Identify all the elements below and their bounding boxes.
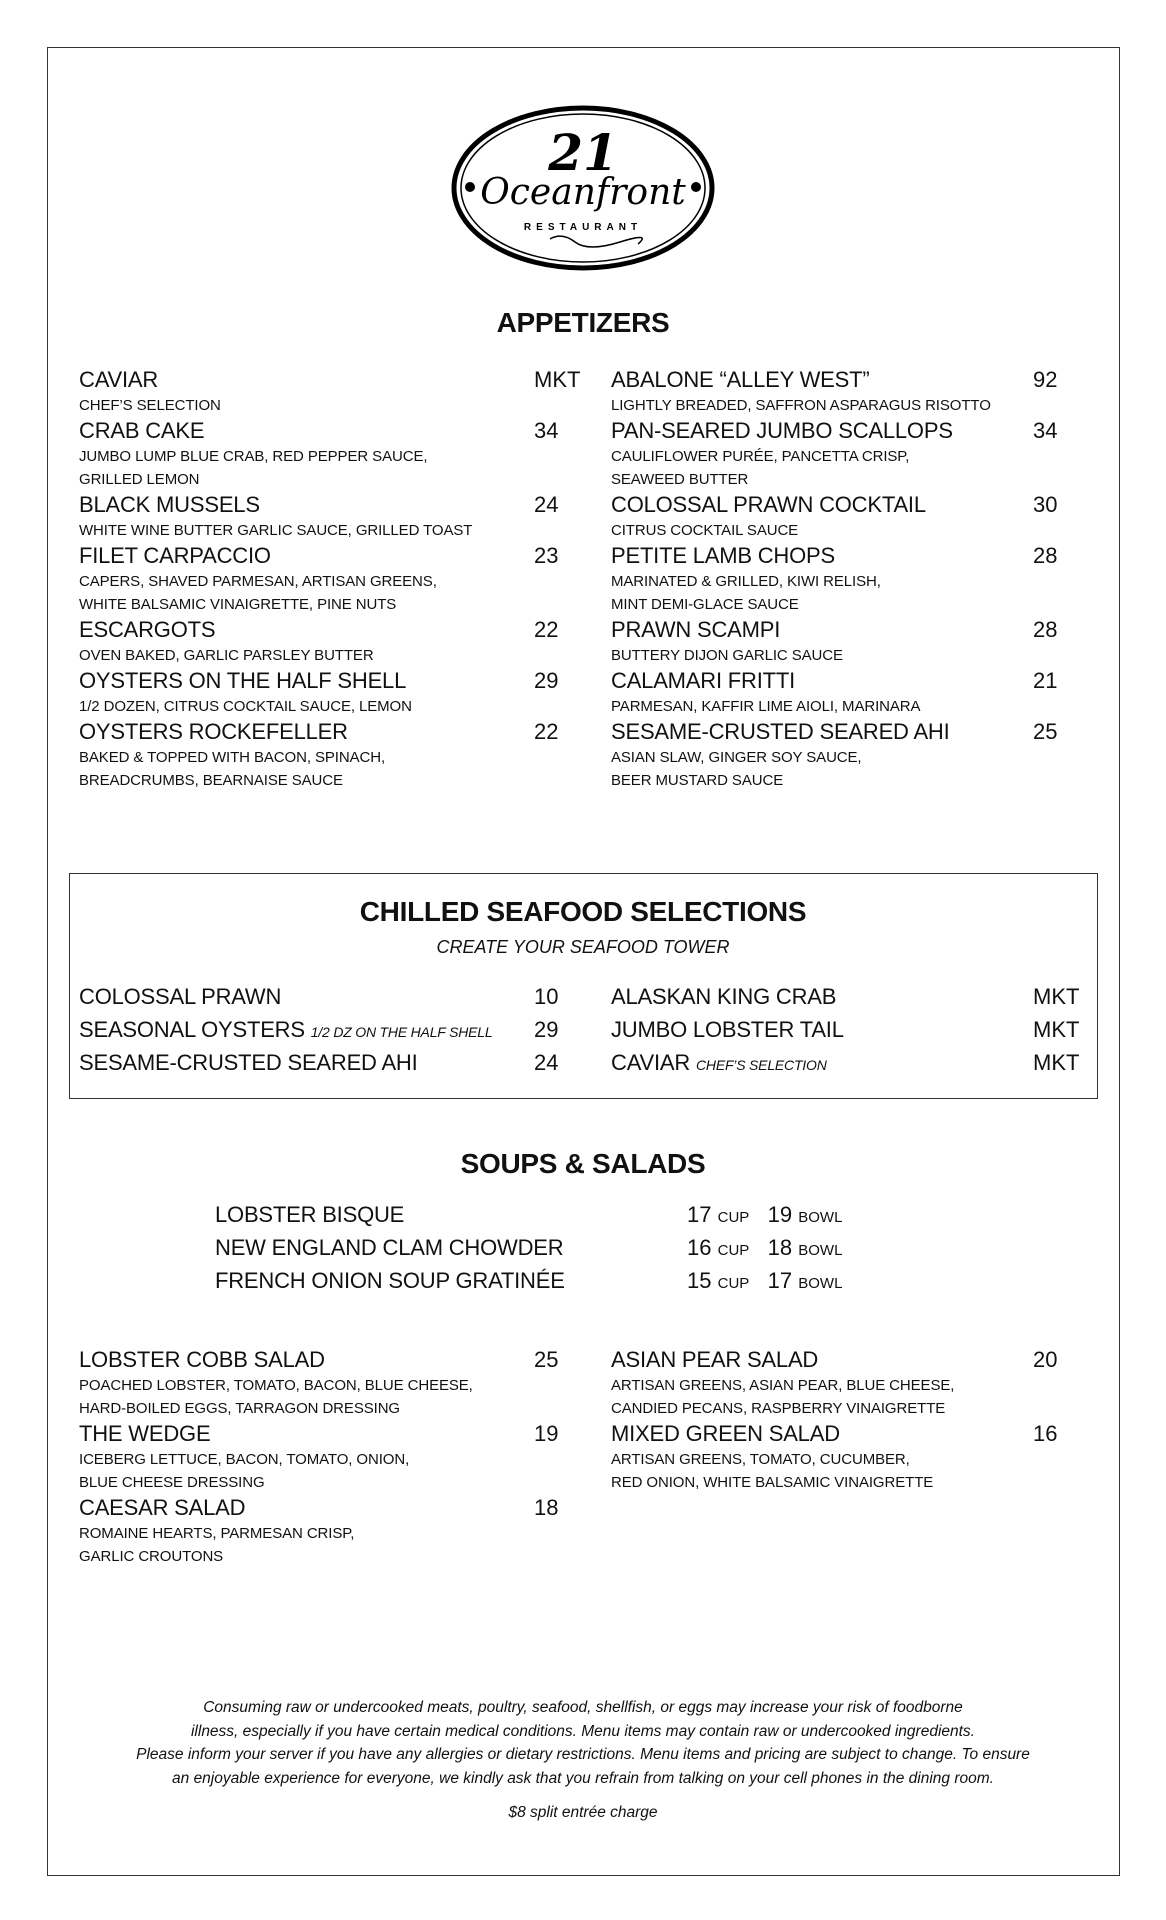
menu-item [611,718,1071,792]
soup-name: FRENCH ONION SOUP GRATINÉE [215,1268,565,1293]
chilled-item [611,1016,1080,1049]
item-name [79,1049,539,1077]
item-price: 19 [534,1421,559,1446]
item-name [79,1016,539,1046]
menu-item [79,542,559,616]
item-description: WHITE WINE BUTTER GARLIC SAUCE, GRILLED TOAST [79,522,473,539]
item-description: HARD-BOILED EGGS, TARRAGON DRESSING [79,1400,400,1417]
item-name: PRAWN SCAMPI [611,617,781,642]
cup-label: CUP [717,1275,750,1292]
appetizers-left-column [79,366,581,792]
item-price: 92 [1033,367,1058,392]
chilled-item [79,1016,559,1049]
disclaimer-line: Consuming raw or undercooked meats, poultry, seafood, shellfish, or eggs may increase your risk of foodborne [203,1699,963,1716]
bowl-label: BOWL [798,1242,843,1259]
item-price: 29 [534,668,559,693]
item-name-text: JUMBO LOBSTER TAIL [611,1017,844,1042]
item-name: CAESAR SALAD [79,1495,246,1520]
item-description: JUMBO LUMP BLUE CRAB, RED PEPPER SAUCE, [79,448,428,465]
soup-item [215,1267,875,1300]
item-price: 34 [534,418,559,443]
menu-item [611,491,1071,542]
item-description: CANDIED PECANS, RASPBERRY VINAIGRETTE [611,1400,946,1417]
item-description: ARTISAN GREENS, ASIAN PEAR, BLUE CHEESE, [611,1377,955,1394]
svg-text:Oceanfront: Oceanfront [480,172,686,213]
item-description: ASIAN SLAW, GINGER SOY SAUCE, [611,749,862,766]
item-description: POACHED LOBSTER, TOMATO, BACON, BLUE CHEESE, [79,1377,473,1394]
item-name: ABALONE “ALLEY WEST” [611,367,870,392]
item-name-text: SEASONAL OYSTERS [79,1017,305,1042]
item-description: MARINATED & GRILLED, KIWI RELISH, [611,573,881,590]
item-price: 24 [534,1050,559,1075]
menu-item [79,417,559,491]
soups-salads-heading: SOUPS & SALADS [460,1148,706,1179]
item-name [611,983,1071,1011]
chilled-item [79,1049,559,1082]
item-name: SESAME-CRUSTED SEARED AHI [611,719,950,744]
chilled-item [79,983,559,1016]
soup-prices [687,1201,842,1232]
item-description: RED ONION, WHITE BALSAMIC VINAIGRETTE [611,1474,934,1491]
item-description: SEAWEED BUTTER [611,471,749,488]
menu-item [611,1420,1071,1494]
item-description: CAPERS, SHAVED PARMESAN, ARTISAN GREENS, [79,573,437,590]
item-price: MKT [1033,1017,1080,1042]
item-name: PETITE LAMB CHOPS [611,543,835,568]
cup-price: 16 [687,1235,712,1260]
item-description: BAKED & TOPPED WITH BACON, SPINACH, [79,749,386,766]
item-name: BLACK MUSSELS [79,492,260,517]
svg-text:RESTAURANT: RESTAURANT [523,222,643,233]
item-price: 10 [534,984,559,1009]
item-price: 20 [1033,1347,1058,1372]
soup-prices [687,1267,842,1298]
item-price: 30 [1033,492,1058,517]
item-description: 1/2 DOZEN, CITRUS COCKTAIL SAUCE, LEMON [79,698,412,715]
item-price: 28 [1033,543,1058,568]
item-price: 18 [534,1495,559,1520]
salads-left-column [79,1346,559,1568]
item-note: CHEF’S SELECTION [696,1057,827,1073]
item-description: BUTTERY DIJON GARLIC SAUCE [611,647,843,664]
item-description: LIGHTLY BREADED, SAFFRON ASPARAGUS RISOTTO [611,397,991,414]
chilled-item [611,983,1080,1016]
item-name: THE WEDGE [79,1421,211,1446]
menu-item [79,1346,559,1420]
soup-item [215,1201,875,1234]
item-price: 24 [534,492,559,517]
soup-name: LOBSTER BISQUE [215,1202,405,1227]
menu-item [611,667,1071,718]
item-price: 29 [534,1017,559,1042]
appetizers-heading: APPETIZERS [496,307,670,338]
item-description: BEER MUSTARD SAUCE [611,772,784,789]
item-name: OYSTERS ROCKEFELLER [79,719,348,744]
soup-prices [687,1234,842,1265]
item-price: 22 [534,617,559,642]
menu-item [79,718,559,792]
bowl-price: 17 [767,1268,793,1293]
item-description: CITRUS COCKTAIL SAUCE [611,522,799,539]
item-price: 16 [1033,1421,1058,1446]
item-name-text: COLOSSAL PRAWN [79,984,282,1009]
cup-price: 15 [687,1268,712,1293]
item-name: FILET CARPACCIO [79,543,271,568]
item-name: MIXED GREEN SALAD [611,1421,840,1446]
item-price: 25 [534,1347,559,1372]
soup-name: NEW ENGLAND CLAM CHOWDER [215,1235,564,1260]
item-description: BREADCRUMBS, BEARNAISE SAUCE [79,772,343,789]
item-price: 25 [1033,719,1058,744]
item-description: CHEF’S SELECTION [79,397,221,414]
item-name: LOBSTER COBB SALAD [79,1347,325,1372]
chilled-left-column [79,983,559,1082]
item-name: CAVIAR [79,367,159,392]
salads-right-column [611,1346,1071,1494]
bowl-price: 18 [767,1235,793,1260]
item-name: CRAB CAKE [79,418,205,443]
item-name-text: CAVIAR [611,1050,691,1075]
item-name: ASIAN PEAR SALAD [611,1347,819,1372]
item-name: ESCARGOTS [79,617,216,642]
appetizers-right-column [611,366,1071,792]
item-name [79,983,539,1011]
item-price: 28 [1033,617,1058,642]
item-name: CALAMARI FRITTI [611,668,796,693]
item-description: ARTISAN GREENS, TOMATO, CUCUMBER, [611,1451,910,1468]
menu-item [79,1494,559,1568]
disclaimer-line: illness, especially if you have certain medical conditions. Menu items may contain raw or undercooked ingredients. [190,1722,975,1740]
item-description: BLUE CHEESE DRESSING [79,1474,265,1491]
cup-label: CUP [717,1242,750,1259]
disclaimer-line: an enjoyable experience for everyone, we kindly ask that you refrain from talking on your cell phones in the dining room. [172,1769,994,1787]
soups-list [215,1201,875,1300]
chilled-heading: CHILLED SEAFOOD SELECTIONS [359,896,807,927]
item-description: ICEBERG LETTUCE, BACON, TOMATO, ONION, [79,1451,410,1468]
item-note: 1/2 DZ ON THE HALF SHELL [310,1024,493,1040]
item-price: 34 [1033,418,1058,443]
restaurant-logo [450,104,716,272]
item-description: OVEN BAKED, GARLIC PARSLEY BUTTER [79,647,374,664]
item-price: 23 [534,543,559,568]
item-name-text: SESAME-CRUSTED SEARED AHI [79,1050,418,1075]
disclaimer-line: Please inform your server if you have any allergies or dietary restrictions. Menu items and pricing are subject to change. To ensure [136,1746,1030,1763]
menu-item [79,616,559,667]
menu-item [79,1420,559,1494]
item-price: MKT [1033,1050,1080,1075]
item-description: GARLIC CROUTONS [79,1548,224,1565]
item-description: WHITE BALSAMIC VINAIGRETTE, PINE NUTS [79,596,397,613]
item-description: CAULIFLOWER PURÉE, PANCETTA CRISP, [611,448,910,465]
item-description: PARMESAN, KAFFIR LIME AIOLI, MARINARA [611,698,921,715]
item-name-text: ALASKAN KING CRAB [611,984,837,1009]
menu-item [79,667,559,718]
bowl-label: BOWL [798,1209,843,1226]
bowl-price: 19 [767,1202,793,1227]
item-price: MKT [1033,984,1080,1009]
cup-label: CUP [717,1209,750,1226]
item-name [611,1016,1071,1044]
split-charge-note: $8 split entrée charge [508,1804,658,1821]
menu-item [79,366,581,417]
svg-text:21: 21 [548,123,618,182]
item-name: COLOSSAL PRAWN COCKTAIL [611,492,926,517]
menu-item [611,616,1071,667]
soup-item [215,1234,875,1267]
item-description: ROMAINE HEARTS, PARMESAN CRISP, [79,1525,355,1542]
item-price: 21 [1033,668,1058,693]
menu-item [611,1346,1071,1420]
allergy-disclaimer [60,1696,1106,1790]
item-name: OYSTERS ON THE HALF SHELL [79,668,407,693]
menu-item [79,491,559,542]
item-price: MKT [534,367,581,392]
bowl-label: BOWL [798,1275,843,1292]
menu-item [611,542,1071,616]
item-price: 22 [534,719,559,744]
item-description: MINT DEMI-GLACE SAUCE [611,596,799,613]
item-name: PAN-SEARED JUMBO SCALLOPS [611,418,953,443]
chilled-item [611,1049,1080,1082]
menu-item [611,417,1071,491]
menu-item [611,366,1071,417]
cup-price: 17 [687,1202,712,1227]
chilled-subtitle: CREATE YOUR SEAFOOD TOWER [436,937,730,957]
item-name [611,1049,1071,1079]
chilled-right-column [611,983,1080,1082]
item-description: GRILLED LEMON [79,471,200,488]
